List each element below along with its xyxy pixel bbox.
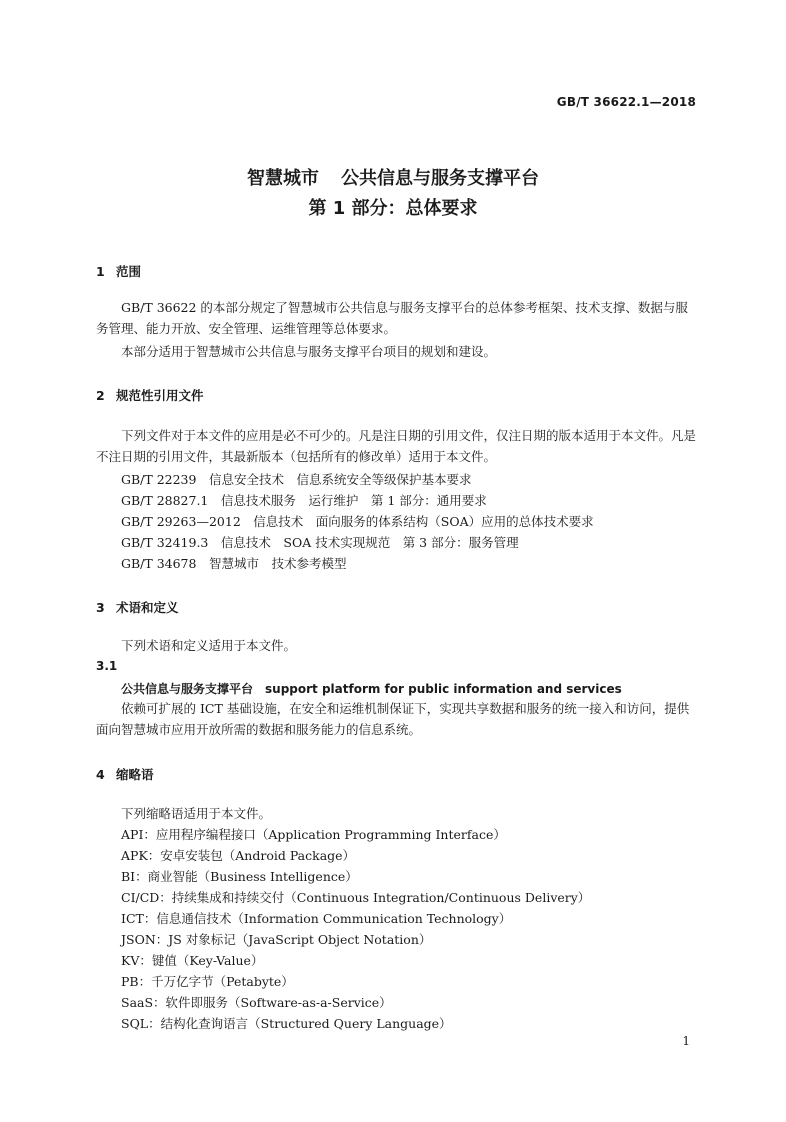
abbreviations-intro: 下列缩略语适用于本文件。 — [121, 806, 272, 821]
section-heading-abbreviations — [96, 765, 154, 783]
reference-item: GB/T 22239 信息安全技术 信息系统安全等级保护基本要求 — [121, 472, 472, 487]
abbreviation-item: ICT：信息通信技术（Information Communication Technology） — [121, 911, 512, 926]
title-prefix: 智慧城市 — [247, 168, 319, 189]
abbreviation-item: SQL：结构化查询语言（Structured Query Language） — [121, 1016, 452, 1031]
section-title: 范围 — [116, 264, 142, 279]
section-number: 1 — [96, 264, 105, 279]
reference-item: GB/T 28827.1 信息技术服务 运行维护 第 1 部分：通用要求 — [121, 493, 487, 508]
page-number: 1 — [682, 1034, 690, 1048]
section-title: 缩略语 — [116, 767, 154, 782]
section-title: 规范性引用文件 — [116, 388, 204, 403]
abbreviation-item: KV：键值（Key-Value） — [121, 953, 264, 968]
abbreviation-item: API：应用程序编程接口（Application Programming Interface） — [121, 827, 506, 842]
abbreviation-item: BI：商业智能（Business Intelligence） — [121, 869, 358, 884]
term-english: support platform for public information and services — [265, 682, 622, 696]
reference-item: GB/T 34678 智慧城市 技术参考模型 — [121, 556, 347, 571]
document-title-line1 — [0, 164, 786, 190]
references-intro-paragraph: 下列文件对于本文件的应用是必不可少的。凡是注日期的引用文件，仅注日期的版本适用于本文件。凡是不注日期的引用文件，其最新版本（包括所有的修改单）适用于本文件。 — [96, 428, 697, 464]
abbreviation-item: JSON：JS 对象标记（JavaScript Object Notation） — [121, 932, 432, 947]
reference-item: GB/T 32419.3 信息技术 SOA 技术实现规范 第 3 部分：服务管理 — [121, 535, 519, 550]
title-main: 公共信息与服务支撑平台 — [341, 168, 539, 189]
scope-paragraph-1: GB/T 36622 的本部分规定了智慧城市公共信息与服务支撑平台的总体参考框架、技术支撑、数据与服务管理、能力开放、安全管理、运维管理等总体要求。 — [96, 300, 688, 336]
term-definition: 依赖可扩展的 ICT 基础设施，在安全和运维机制保证下，实现共享数据和服务的统一接入和访问，提供面向智慧城市应用开放所需的数据和服务能力的信息系统。 — [96, 701, 690, 737]
section-title: 术语和定义 — [116, 600, 179, 615]
terms-intro: 下列术语和定义适用于本文件。 — [121, 638, 297, 653]
reference-item: GB/T 29263—2012 信息技术 面向服务的体系结构（SOA）应用的总体技术要求 — [121, 514, 594, 529]
abbreviation-item: SaaS：软件即服务（Software-as-a-Service） — [121, 995, 392, 1010]
abbreviation-item: PB：千万亿字节（Petabyte） — [121, 974, 294, 989]
section-heading-terms — [96, 598, 179, 616]
document-code: GB/T 36622.1—2018 — [556, 95, 696, 109]
document-title-line2: 第 1 部分：总体要求 — [308, 198, 478, 219]
section-heading-scope — [96, 262, 141, 280]
section-heading-normative-references — [96, 386, 204, 404]
term-chinese: 公共信息与服务支撑平台 — [121, 682, 254, 696]
abbreviation-item: CI/CD：持续集成和持续交付（Continuous Integration/Continuous Delivery） — [121, 890, 591, 905]
abbreviation-item: APK：安卓安装包（Android Package） — [121, 848, 356, 863]
section-number: 4 — [96, 767, 105, 782]
scope-paragraph-2: 本部分适用于智慧城市公共信息与服务支撑平台项目的规划和建设。 — [121, 344, 497, 359]
section-number: 3 — [96, 600, 105, 615]
subclause-number: 3.1 — [96, 659, 118, 673]
term-entry — [121, 680, 622, 697]
section-number: 2 — [96, 388, 105, 403]
